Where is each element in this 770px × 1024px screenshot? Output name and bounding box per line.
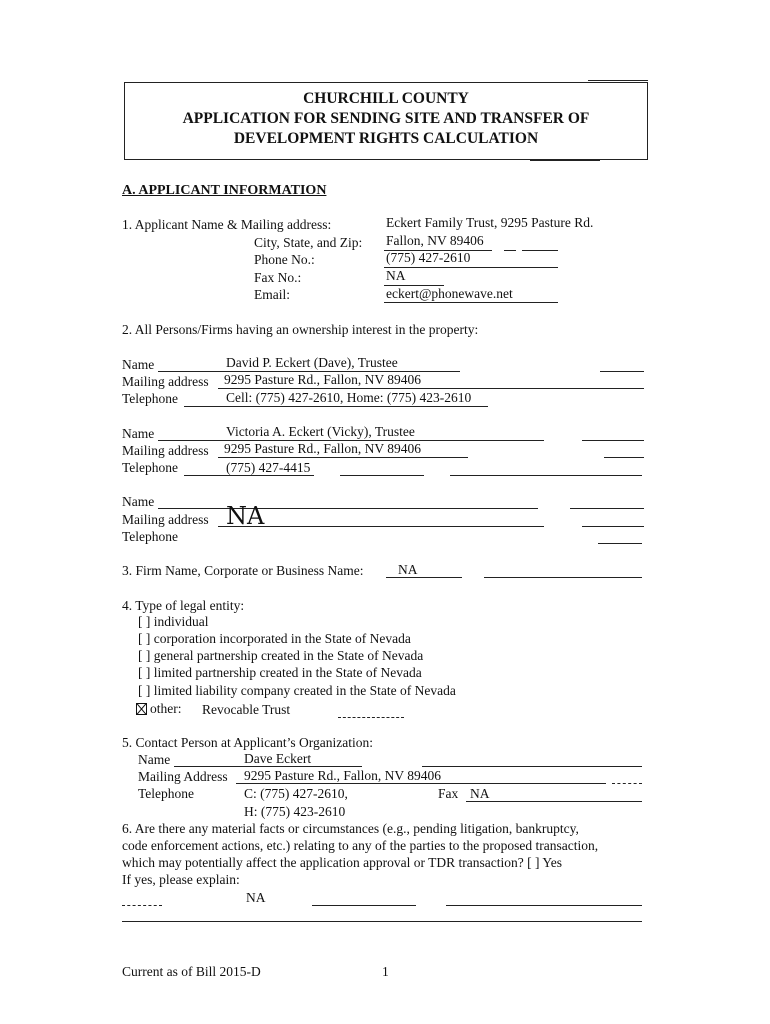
q5-name-value: Dave Eckert xyxy=(244,751,312,766)
q6-answer-dash xyxy=(122,905,162,906)
q2-p3-mailing-line xyxy=(218,526,544,527)
q1-email-line xyxy=(384,302,558,303)
q2-p3-name-label: Name xyxy=(122,494,155,509)
q4-option-limited-partnership[interactable]: [ ] limited partnership created in the State of Nevada xyxy=(138,665,422,680)
q6-line-2: code enforcement actions, etc.) relating to any of the parties to the proposed transaction, xyxy=(122,838,599,853)
title-under-rule xyxy=(530,160,600,161)
q5-mailing-line xyxy=(236,783,606,784)
q5-fax-line xyxy=(466,801,642,802)
q3-line xyxy=(386,577,462,578)
q5-name-label: Name xyxy=(138,752,171,767)
q2-p1-mailing-label: Mailing address xyxy=(122,374,209,389)
q2-p1-name-label: Name xyxy=(122,357,155,372)
title-box xyxy=(124,82,648,160)
q2-p1-telephone: Cell: (775) 427-2610, Home: (775) 423-2610 xyxy=(226,390,472,405)
q2-p1-mailing-line xyxy=(218,388,644,389)
q5-home-value: H: (775) 423-2610 xyxy=(244,804,346,819)
q4-other-dash xyxy=(338,717,404,718)
q2-p3-telephone-label: Telephone xyxy=(122,529,179,544)
q6-line-4: If yes, please explain: xyxy=(122,872,240,887)
q6-answer-line-2 xyxy=(446,905,642,906)
q5-mailing-dash xyxy=(612,783,642,784)
q2-p3-name-line-2 xyxy=(570,508,644,509)
q2-p2-mailing-label: Mailing address xyxy=(122,443,209,458)
q2-p2-telephone-label: Telephone xyxy=(122,460,179,475)
q1-city-dash-2 xyxy=(522,250,558,251)
q3-line-2 xyxy=(484,577,642,578)
q4-option-corporation[interactable]: [ ] corporation incorporated in the State of Nevada xyxy=(138,631,411,646)
top-rule xyxy=(588,80,648,81)
q4-option-general-partnership[interactable]: [ ] general partnership created in the State of Nevada xyxy=(138,648,424,663)
q6-line-3: which may potentially affect the application approval or TDR transaction? [ ] Yes xyxy=(122,855,563,870)
q1-phone-value: (775) 427-2610 xyxy=(386,250,471,265)
q3-value: NA xyxy=(398,562,418,577)
title-line-2: APPLICATION FOR SENDING SITE AND TRANSFER OF xyxy=(182,110,590,127)
q1-phone-line xyxy=(384,267,558,268)
q2-p1-name: David P. Eckert (Dave), Trustee xyxy=(226,355,398,370)
q2-p1-telephone-label: Telephone xyxy=(122,391,179,406)
q6-answer-line xyxy=(312,905,416,906)
q1-city-value: Fallon, NV 89406 xyxy=(386,233,484,248)
q2-p2-mailing-line-2 xyxy=(604,457,644,458)
footer-page-number: 1 xyxy=(382,964,389,979)
q2-p3-mailing-label: Mailing address xyxy=(122,512,209,527)
q4-option-llc[interactable]: [ ] limited liability company created in the State of Nevada xyxy=(138,683,456,698)
q6-explain-line xyxy=(122,921,642,922)
q4-label: 4. Type of legal entity: xyxy=(122,598,245,613)
q2-p3-mailing-line-2 xyxy=(582,526,644,527)
q2-p3-name-line xyxy=(158,508,538,509)
q2-p1-telephone-line xyxy=(184,406,488,407)
title-line-1: CHURCHILL COUNTY xyxy=(303,90,469,107)
footer-version: Current as of Bill 2015-D xyxy=(122,964,261,979)
q5-fax-value: NA xyxy=(470,786,490,801)
q2-p2-telephone-line xyxy=(184,475,314,476)
q1-email-value: eckert@phonewave.net xyxy=(386,286,513,301)
q1-fax-label: Fax No.: xyxy=(254,270,302,285)
q1-phone-label: Phone No.: xyxy=(254,252,315,267)
checked-box-icon xyxy=(136,703,147,715)
q2-p1-mailing: 9295 Pasture Rd., Fallon, NV 89406 xyxy=(224,372,422,387)
section-a-heading: A. APPLICANT INFORMATION xyxy=(122,183,327,198)
q1-email-label: Email: xyxy=(254,287,290,302)
q2-p2-mailing: 9295 Pasture Rd., Fallon, NV 89406 xyxy=(224,441,422,456)
q1-city-label: City, State, and Zip: xyxy=(254,235,363,250)
q2-p2-telephone: (775) 427-4415 xyxy=(226,460,311,475)
q4-option-individual[interactable]: [ ] individual xyxy=(138,614,209,629)
q4-option-other[interactable] xyxy=(136,701,182,717)
q4-other-value: Revocable Trust xyxy=(202,702,291,717)
q2-p3-mailing: NA xyxy=(226,502,265,530)
q2-p1-name-line-2 xyxy=(600,371,644,372)
q2-p2-telephone-line-2 xyxy=(450,475,642,476)
q1-fax-value: NA xyxy=(386,268,406,283)
q2-label: 2. All Persons/Firms having an ownership interest in the property: xyxy=(122,322,479,337)
q5-telephone-label: Telephone xyxy=(138,786,195,801)
q2-p2-name: Victoria A. Eckert (Vicky), Trustee xyxy=(226,424,415,439)
q5-mailing-label: Mailing Address xyxy=(138,769,228,784)
q2-p2-name-label: Name xyxy=(122,426,155,441)
q5-label: 5. Contact Person at Applicant’s Organization: xyxy=(122,735,373,750)
q6-line-1: 6. Are there any material facts or circumstances (e.g., pending litigation, bankruptcy, xyxy=(122,821,579,836)
q5-mailing-value: 9295 Pasture Rd., Fallon, NV 89406 xyxy=(244,768,442,783)
q1-label: 1. Applicant Name & Mailing address: xyxy=(122,217,332,232)
q1-city-dash xyxy=(504,250,516,251)
q1-name-value: Eckert Family Trust, 9295 Pasture Rd. xyxy=(386,215,594,230)
q2-p2-name-line-2 xyxy=(582,440,644,441)
q5-cell-value: C: (775) 427-2610, xyxy=(244,786,348,801)
q2-p2-telephone-dash xyxy=(340,475,424,476)
q5-name-line xyxy=(174,766,362,767)
q2-p3-telephone-line xyxy=(598,543,642,544)
q6-answer: NA xyxy=(246,890,266,905)
title-line-3: DEVELOPMENT RIGHTS CALCULATION xyxy=(233,130,539,147)
q3-label: 3. Firm Name, Corporate or Business Name: xyxy=(122,563,364,578)
q5-name-line-2 xyxy=(422,766,642,767)
q2-p2-mailing-line xyxy=(218,457,468,458)
q4-other-label: other: xyxy=(150,701,182,716)
q5-fax-label: Fax xyxy=(438,786,459,801)
